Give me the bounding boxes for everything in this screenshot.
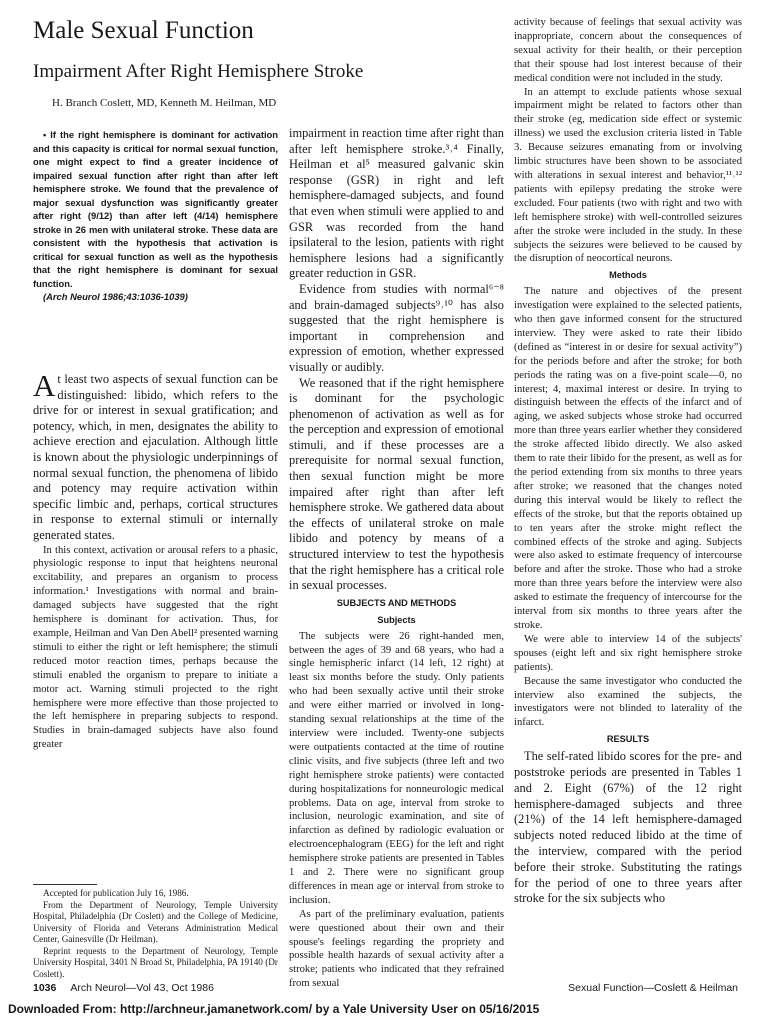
- body-paragraph: As part of the preliminary evaluation, patients were questioned about their own and their spouse's feelings regarding the propriety and possible health hazards of sexual activity after a stroke; patients who indicated that they refrained from sexual: [289, 908, 504, 990]
- body-paragraph: Evidence from studies with normal⁶⁻⁸ and brain-damaged subjects⁹˒¹⁰ has also suggested that the right hemisphere is important in comprehension and expression of emotion, whether expressed visually or audibly.: [289, 281, 504, 374]
- body-column-3: [514, 16, 742, 907]
- section-heading: SUBJECTS AND METHODS: [336, 597, 457, 608]
- intro-text: t least two aspects of sexual function can be distinguished: libido, which refers to the drive for or interest in sexual gratification; and potency, which, in men, designates the ability to achieve erection and ejaculation. Although little is known about the physiologic underpinnings of normal sexual function, the phenomena of libido and potency may require activation within specific limbic and, perhaps, cortical structures in response to external stimuli or internally generated states.: [33, 372, 278, 542]
- body-column-2: [289, 126, 504, 991]
- body-paragraph: Because the same investigator who conducted the interview also examined the subjects, the investigators were not blinded to laterality of the infarct.: [514, 675, 742, 729]
- page-footer-left: [33, 982, 214, 994]
- subsection-heading: Methods: [609, 270, 647, 281]
- abstract: [33, 128, 278, 304]
- running-title: Sexual Function—Coslett & Heilman: [568, 982, 738, 994]
- body-paragraph: The subjects were 26 right-handed men, between the ages of 39 and 68 years, who had a single hemispheric infarct (14 left, 12 right) at least six months before the study. Only patients who had been sexually active until their stroke and were either married or involved in long-standing sexual relationships at the time of the interview were included. Twenty-one subjects were outpatients contacted at the time of routine clinic visits, and five subjects (three left and two right hemisphere stroke patients) were contacted during hospitalizations for nonneurologic medical problems. Data on age, interval from stroke to inclusion, neurologic examination, and site of infarction as defined by radiologic evaluation or electroencephalogram (EEG) for the left and right hemisphere stroke patients are presented in Tables 1 and 2. There were no significant group differences in mean age or interval from stroke to inclusion.: [289, 630, 504, 906]
- page-number: 1036: [33, 982, 57, 994]
- abstract-citation: (Arch Neurol 1986;43:1036-1039): [43, 291, 188, 302]
- footnote-accepted: Accepted for publication July 16, 1986.: [43, 888, 189, 898]
- body-paragraph: In an attempt to exclude patients whose sexual impairment might be related to factors other than their stroke (eg, medication side effect or systemic illness) we used the exclusion criteria listed in Table 3. Because seizures emanating from or involving limbic structures have been shown to be associated with alterations in sexual interest and behavior,¹¹˒¹² patients with epilepsy predating the stroke were excluded. Four patients (two with right and two with left hemisphere stroke) with well-controlled seizures after the stroke were included in the study. In these subjects the seizures were believed to be caused by the disruption of neocortical neurons.: [514, 86, 742, 265]
- footnote-divider: [33, 884, 97, 885]
- footnote: [33, 888, 278, 980]
- section-heading: RESULTS: [606, 734, 650, 745]
- body-paragraph: The self-rated libido scores for the pre- and poststroke periods are presented in Tables 1 and 2. Eight (67%) of the 12 right hemisphere-damaged subjects and three (21%) of the 14 left hemisphere-damaged subjects noted reduced libido at the time of the interview, compared with the period before their stroke. Substituting the ratings for the period of one to three years after stroke for the six subjects who: [514, 749, 742, 906]
- body-paragraph: The nature and objectives of the present investigation were explained to the selected patients, who then gave informed consent for the structured interview. They were asked to rate their libido (defined as “interest in or desire for sexual activity”) for the periods before and after the stroke; for both periods the rating was on a five-point scale—0, no interest; 4, maximal interest or desire. In trying to distinguish between the effects of the infarct and of aging, we asked subjects whose stroke had occurred more than three years earlier whether they considered the stroke affected libido directly. We also asked them to rate their libido for the present, as well as for the period extending from six months to three years after stroke; we reasoned that the changes noted during this interval would be likely to reflect the effects of the stroke, but that the reports obtained up to ten years after the stroke might reflect the combined effects of the stroke and aging. Subjects were also asked to estimate frequency of intercourse before and after the stroke. Those who had a stroke more than three years before the interview were also asked to estimate the frequency of intercourse for the interval from six months to three years after the stroke.: [514, 286, 742, 631]
- body-paragraph: We were able to interview 14 of the subjects' spouses (eight left and six right hemisphere stroke patients).: [514, 633, 742, 673]
- body-paragraph: In this context, activation or arousal refers to a phasic, physiologic response to input that heightens neuronal excitability, and prepares an organism to process information.¹ Investigations with normal and brain-damaged subjects have suggested that the right hemisphere is dominant for activation. Thus, for example, Heilman and Van Den Abell² presented warning stimuli to either the right or left hemisphere; the stimuli reduced motor reaction times, perhaps because the stimuli enabled the organism to prepare to initiate a motor act. Warning stimuli projected to the right hemisphere were more effective than those projected to the left hemisphere in preparing subjects to respond. Studies in brain-damaged subjects have also found greater: [33, 544, 278, 751]
- body-paragraph: impairment in reaction time after right than after left hemisphere stroke.³˒⁴ Finally, Heilman et al⁵ measured galvanic skin response (GSR) in right and left hemisphere-damaged subjects, and found that even when stimuli were applied to and GSR was recorded from the hand ipsilateral to the lesion, patients with right hemisphere lesions had a significantly greater reduction in GSR.: [289, 126, 504, 281]
- intro-paragraph: [33, 368, 278, 544]
- subsection-heading: Subjects: [377, 614, 416, 625]
- body-paragraph: activity because of feelings that sexual activity was inappropriate, concern about the consequences of sexual activity for their health, or their perception that their spouse had lost interest because of their medical condition were not included in the study.: [514, 17, 742, 84]
- abstract-text: • If the right hemisphere is dominant for activation and this capacity is critical for normal sexual function, one might expect to find a greater incidence of impaired sexual function after right than after left hemisphere stroke. We found that the prevalence of major sexual dysfunction was significantly greater after right (9/12) than after left (4/14) hemisphere stroke in 26 men with unilateral stroke. These data are consistent with the hypothesis that activation is critical for sexual function as well as the hypothesis that the right hemisphere is dominant for sexual function.: [33, 129, 278, 289]
- download-notice: Downloaded From: http://archneur.jamanetwork.com/ by a Yale University User on 05/16/2015: [8, 1002, 540, 1016]
- body-column-1: [33, 368, 278, 752]
- article-authors: H. Branch Coslett, MD, Kenneth M. Heilman, MD: [52, 97, 277, 109]
- footnote-reprint: Reprint requests to the Department of Neurology, Temple University Hospital, 3401 N Broad St, Philadelphia, PA 19140 (Dr Coslett).: [33, 945, 278, 979]
- article-subtitle: Impairment After Right Hemisphere Stroke: [33, 61, 364, 82]
- article-title: Male Sexual Function: [33, 17, 254, 44]
- footnote-affiliation: From the Department of Neurology, Temple University Hospital, Philadelphia (Dr Coslett) and the College of Medicine, University of Florida and Veterans Administration Medical Center, Gainesville (Dr Heilman).: [33, 899, 278, 944]
- drop-cap: A: [33, 368, 56, 403]
- journal-citation: Arch Neurol—Vol 43, Oct 1986: [70, 982, 214, 994]
- body-paragraph: We reasoned that if the right hemisphere is dominant for the psychologic phenomenon of activation as well as for the perception and expression of emotional stimuli, and if these processes are a prerequisite for normal sexual function, then sexual function might be more impaired after right than after left hemisphere stroke. We gathered data about the effects of unilateral stroke on male libido and potency by means of a structured interview to test the hypothesis that the right hemisphere has a critical role in sexual processes.: [289, 375, 504, 593]
